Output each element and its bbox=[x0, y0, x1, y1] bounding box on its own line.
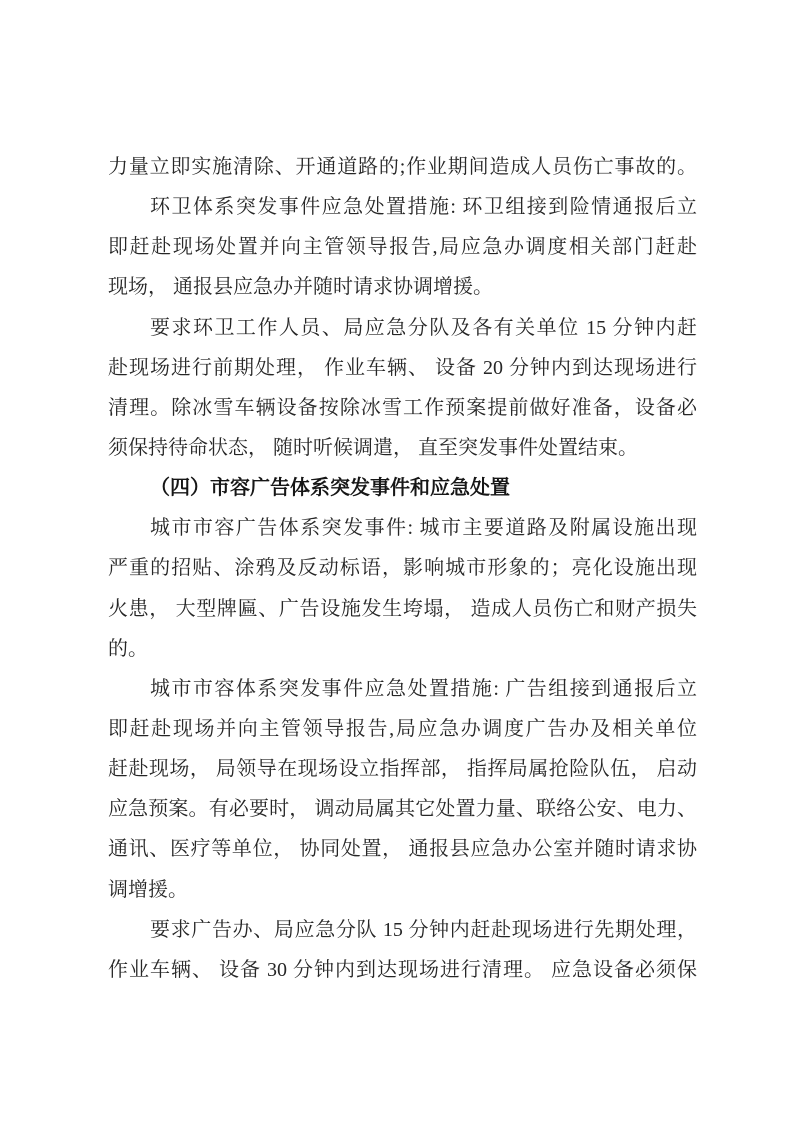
text-line: 通讯、医疗等单位， 协同处置， 通报县应急办公室并随时请求协 bbox=[108, 838, 697, 861]
text-line: 城市市容体系突发事件应急处置措施: 广告组接到通报后立 bbox=[150, 677, 697, 700]
text-line: 应急预案。有必要时， 调动局属其它处置力量、联络公安、电力、 bbox=[108, 798, 697, 821]
text-line: 现场， 通报县应急办并随时请求协调增援。 bbox=[108, 276, 493, 299]
section-heading: （四）市容广告体系突发事件和应急处置 bbox=[150, 477, 510, 500]
text-line: 作业车辆、 设备 30 分钟内到达现场进行清理。 应急设备必须保 bbox=[108, 958, 697, 981]
text-line: 力量立即实施清除、开通道路的;作业期间造成人员伤亡事故的。 bbox=[108, 156, 697, 178]
text-line: 赶赴现场， 局领导在现场设立指挥部， 指挥局属抢险队伍， 启动 bbox=[108, 758, 697, 781]
text-line: 要求广告办、局应急分队 15 分钟内赶赴现场进行先期处理， bbox=[150, 918, 697, 941]
text-line: 清理。除冰雪车辆设备按除冰雪工作预案提前做好准备，设备必 bbox=[108, 396, 697, 419]
text-line: 要求环卫工作人员、局应急分队及各有关单位 15 分钟内赶 bbox=[150, 316, 697, 339]
text-line: 环卫体系突发事件应急处置措施: 环卫组接到险情通报后立 bbox=[150, 196, 697, 219]
text-line: 城市市容广告体系突发事件: 城市主要道路及附属设施出现 bbox=[150, 517, 697, 540]
text-line: 即赶赴现场处置并向主管领导报告,局应急办调度相关部门赶赴 bbox=[108, 236, 697, 259]
text-line: 即赶赴现场并向主管领导报告,局应急办调度广告办及相关单位 bbox=[108, 717, 697, 740]
text-line: 火患， 大型牌匾、广告设施发生垮塌， 造成人员伤亡和财产损失 bbox=[108, 597, 697, 620]
text-line: 调增援。 bbox=[108, 878, 188, 901]
text-line: 赴现场进行前期处理， 作业车辆、 设备 20 分钟内到达现场进行 bbox=[108, 356, 697, 379]
text-line: 须保持待命状态， 随时听候调遣， 直至突发事件处置结束。 bbox=[108, 436, 638, 459]
text-line: 严重的招贴、涂鸦及反动标语，影响城市形象的；亮化设施出现 bbox=[108, 557, 697, 580]
text-line: 的。 bbox=[108, 637, 148, 660]
document-text-block bbox=[108, 147, 697, 990]
